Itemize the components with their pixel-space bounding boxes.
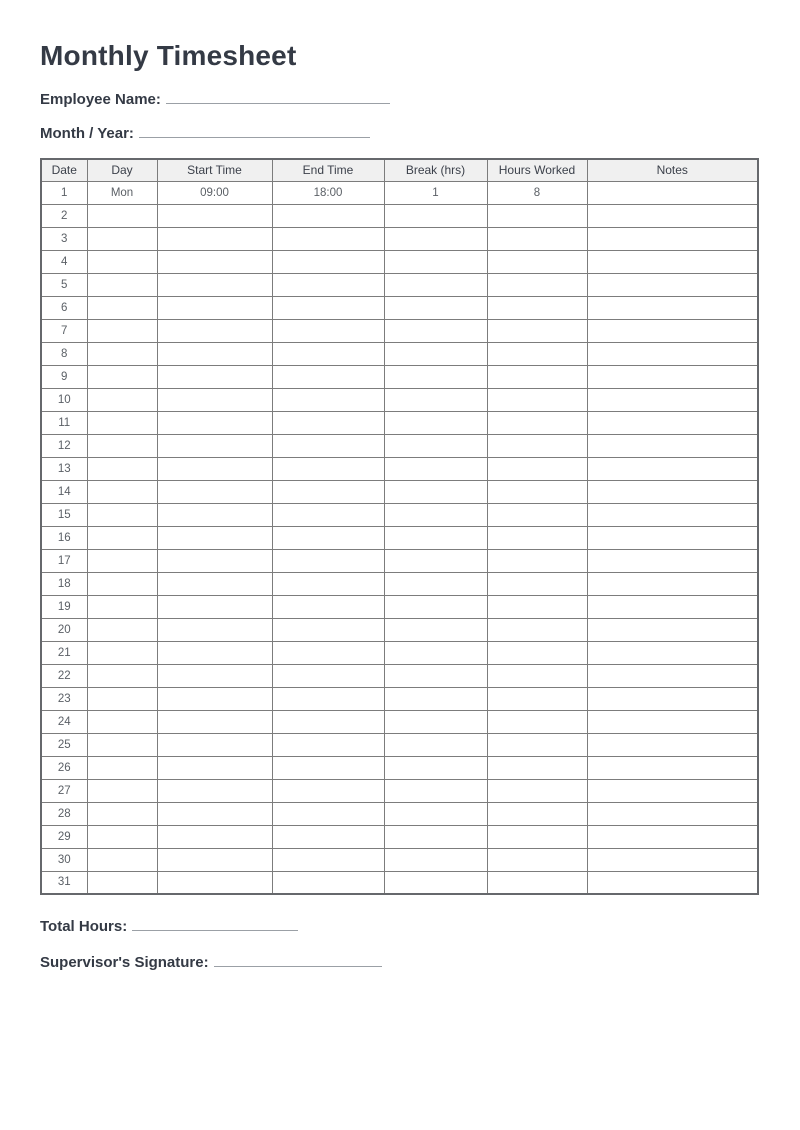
cell-day bbox=[87, 779, 157, 802]
timesheet-table-body bbox=[41, 181, 758, 894]
cell-notes bbox=[587, 733, 758, 756]
cell-end-time bbox=[272, 687, 384, 710]
cell-notes bbox=[587, 227, 758, 250]
cell-notes bbox=[587, 687, 758, 710]
cell-break-hrs bbox=[384, 687, 487, 710]
cell-day bbox=[87, 733, 157, 756]
cell-hours-worked bbox=[487, 618, 587, 641]
cell-day bbox=[87, 526, 157, 549]
cell-start-time bbox=[157, 503, 272, 526]
total-hours-label: Total Hours: bbox=[40, 918, 128, 935]
cell-start-time bbox=[157, 434, 272, 457]
cell-day bbox=[87, 411, 157, 434]
cell-date: 16 bbox=[41, 526, 87, 549]
cell-day bbox=[87, 549, 157, 572]
cell-break-hrs bbox=[384, 411, 487, 434]
cell-end-time bbox=[272, 480, 384, 503]
cell-start-time bbox=[157, 641, 272, 664]
cell-day bbox=[87, 296, 157, 319]
table-row bbox=[41, 572, 758, 595]
table-row bbox=[41, 319, 758, 342]
cell-date: 12 bbox=[41, 434, 87, 457]
cell-date: 24 bbox=[41, 710, 87, 733]
cell-notes bbox=[587, 526, 758, 549]
cell-start-time bbox=[157, 457, 272, 480]
cell-start-time bbox=[157, 526, 272, 549]
cell-end-time bbox=[272, 388, 384, 411]
cell-day: Mon bbox=[87, 181, 157, 204]
cell-break-hrs bbox=[384, 848, 487, 871]
cell-date: 21 bbox=[41, 641, 87, 664]
cell-hours-worked bbox=[487, 779, 587, 802]
cell-break-hrs bbox=[384, 296, 487, 319]
employee-name-line bbox=[166, 90, 390, 104]
table-row bbox=[41, 388, 758, 411]
cell-hours-worked bbox=[487, 388, 587, 411]
cell-notes bbox=[587, 664, 758, 687]
cell-notes bbox=[587, 802, 758, 825]
cell-notes bbox=[587, 641, 758, 664]
cell-date: 28 bbox=[41, 802, 87, 825]
cell-notes bbox=[587, 457, 758, 480]
column-header-date: Date bbox=[41, 159, 87, 181]
cell-break-hrs bbox=[384, 825, 487, 848]
cell-notes bbox=[587, 273, 758, 296]
cell-hours-worked bbox=[487, 503, 587, 526]
cell-hours-worked bbox=[487, 664, 587, 687]
cell-hours-worked bbox=[487, 227, 587, 250]
table-row bbox=[41, 618, 758, 641]
column-header-end-time: End Time bbox=[272, 159, 384, 181]
cell-day bbox=[87, 802, 157, 825]
cell-start-time bbox=[157, 572, 272, 595]
cell-start-time bbox=[157, 848, 272, 871]
cell-day bbox=[87, 825, 157, 848]
cell-break-hrs bbox=[384, 388, 487, 411]
cell-hours-worked bbox=[487, 871, 587, 894]
cell-end-time bbox=[272, 434, 384, 457]
cell-date: 18 bbox=[41, 572, 87, 595]
cell-hours-worked bbox=[487, 296, 587, 319]
cell-end-time bbox=[272, 710, 384, 733]
table-row bbox=[41, 434, 758, 457]
cell-break-hrs bbox=[384, 618, 487, 641]
cell-notes bbox=[587, 181, 758, 204]
cell-end-time bbox=[272, 411, 384, 434]
column-header-break-hrs: Break (hrs) bbox=[384, 159, 487, 181]
table-row bbox=[41, 733, 758, 756]
cell-date: 17 bbox=[41, 549, 87, 572]
cell-break-hrs bbox=[384, 342, 487, 365]
cell-start-time bbox=[157, 273, 272, 296]
cell-start-time bbox=[157, 204, 272, 227]
cell-notes bbox=[587, 710, 758, 733]
cell-start-time bbox=[157, 664, 272, 687]
table-row bbox=[41, 411, 758, 434]
cell-hours-worked bbox=[487, 687, 587, 710]
cell-hours-worked bbox=[487, 549, 587, 572]
column-header-notes: Notes bbox=[587, 159, 758, 181]
cell-day bbox=[87, 480, 157, 503]
timesheet-table bbox=[40, 158, 759, 895]
supervisor-signature-label: Supervisor's Signature: bbox=[40, 954, 209, 971]
supervisor-signature-line bbox=[214, 953, 382, 967]
cell-day bbox=[87, 572, 157, 595]
cell-start-time bbox=[157, 871, 272, 894]
table-row bbox=[41, 871, 758, 894]
cell-notes bbox=[587, 250, 758, 273]
cell-notes bbox=[587, 871, 758, 894]
cell-hours-worked bbox=[487, 595, 587, 618]
table-row bbox=[41, 296, 758, 319]
cell-start-time bbox=[157, 618, 272, 641]
table-row bbox=[41, 181, 758, 204]
cell-hours-worked bbox=[487, 204, 587, 227]
cell-start-time bbox=[157, 595, 272, 618]
cell-break-hrs bbox=[384, 664, 487, 687]
table-row bbox=[41, 480, 758, 503]
cell-date: 7 bbox=[41, 319, 87, 342]
cell-date: 14 bbox=[41, 480, 87, 503]
cell-break-hrs bbox=[384, 457, 487, 480]
table-row bbox=[41, 342, 758, 365]
table-row bbox=[41, 365, 758, 388]
cell-end-time bbox=[272, 526, 384, 549]
cell-day bbox=[87, 641, 157, 664]
cell-day bbox=[87, 365, 157, 388]
cell-start-time bbox=[157, 733, 272, 756]
table-row bbox=[41, 664, 758, 687]
cell-notes bbox=[587, 296, 758, 319]
cell-start-time bbox=[157, 710, 272, 733]
cell-day bbox=[87, 871, 157, 894]
month-year-line bbox=[139, 124, 370, 138]
cell-end-time bbox=[272, 457, 384, 480]
cell-hours-worked bbox=[487, 273, 587, 296]
cell-day bbox=[87, 342, 157, 365]
cell-end-time bbox=[272, 779, 384, 802]
cell-end-time bbox=[272, 618, 384, 641]
cell-day bbox=[87, 434, 157, 457]
cell-break-hrs bbox=[384, 641, 487, 664]
cell-end-time bbox=[272, 572, 384, 595]
cell-date: 9 bbox=[41, 365, 87, 388]
cell-hours-worked bbox=[487, 319, 587, 342]
table-row bbox=[41, 273, 758, 296]
table-row bbox=[41, 526, 758, 549]
cell-break-hrs bbox=[384, 572, 487, 595]
cell-day bbox=[87, 250, 157, 273]
cell-notes bbox=[587, 434, 758, 457]
cell-start-time bbox=[157, 825, 272, 848]
cell-start-time bbox=[157, 756, 272, 779]
cell-day bbox=[87, 710, 157, 733]
cell-end-time bbox=[272, 595, 384, 618]
cell-date: 6 bbox=[41, 296, 87, 319]
table-row bbox=[41, 227, 758, 250]
cell-break-hrs bbox=[384, 871, 487, 894]
cell-date: 23 bbox=[41, 687, 87, 710]
cell-start-time bbox=[157, 411, 272, 434]
cell-notes bbox=[587, 825, 758, 848]
cell-start-time bbox=[157, 687, 272, 710]
cell-break-hrs bbox=[384, 756, 487, 779]
total-hours-field bbox=[40, 917, 758, 937]
cell-date: 31 bbox=[41, 871, 87, 894]
cell-start-time bbox=[157, 227, 272, 250]
cell-date: 27 bbox=[41, 779, 87, 802]
cell-break-hrs bbox=[384, 365, 487, 388]
cell-end-time: 18:00 bbox=[272, 181, 384, 204]
cell-date: 26 bbox=[41, 756, 87, 779]
cell-hours-worked bbox=[487, 434, 587, 457]
cell-hours-worked bbox=[487, 733, 587, 756]
cell-end-time bbox=[272, 756, 384, 779]
cell-end-time bbox=[272, 802, 384, 825]
cell-break-hrs bbox=[384, 526, 487, 549]
cell-hours-worked: 8 bbox=[487, 181, 587, 204]
month-year-label: Month / Year: bbox=[40, 125, 134, 142]
cell-break-hrs bbox=[384, 710, 487, 733]
cell-start-time bbox=[157, 319, 272, 342]
cell-hours-worked bbox=[487, 457, 587, 480]
cell-date: 2 bbox=[41, 204, 87, 227]
cell-hours-worked bbox=[487, 480, 587, 503]
cell-hours-worked bbox=[487, 572, 587, 595]
table-row bbox=[41, 641, 758, 664]
table-row bbox=[41, 250, 758, 273]
cell-notes bbox=[587, 779, 758, 802]
cell-start-time bbox=[157, 388, 272, 411]
table-row bbox=[41, 779, 758, 802]
cell-notes bbox=[587, 503, 758, 526]
cell-day bbox=[87, 227, 157, 250]
table-row bbox=[41, 457, 758, 480]
cell-hours-worked bbox=[487, 526, 587, 549]
cell-day bbox=[87, 503, 157, 526]
cell-break-hrs bbox=[384, 595, 487, 618]
column-header-day: Day bbox=[87, 159, 157, 181]
cell-date: 10 bbox=[41, 388, 87, 411]
total-hours-line bbox=[132, 917, 298, 931]
cell-hours-worked bbox=[487, 802, 587, 825]
cell-hours-worked bbox=[487, 848, 587, 871]
cell-break-hrs bbox=[384, 204, 487, 227]
cell-end-time bbox=[272, 365, 384, 388]
cell-day bbox=[87, 319, 157, 342]
cell-end-time bbox=[272, 871, 384, 894]
table-row bbox=[41, 848, 758, 871]
cell-break-hrs bbox=[384, 549, 487, 572]
cell-end-time bbox=[272, 319, 384, 342]
cell-break-hrs bbox=[384, 503, 487, 526]
employee-name-field bbox=[40, 90, 758, 110]
cell-hours-worked bbox=[487, 710, 587, 733]
cell-break-hrs bbox=[384, 733, 487, 756]
cell-hours-worked bbox=[487, 641, 587, 664]
cell-date: 1 bbox=[41, 181, 87, 204]
cell-break-hrs bbox=[384, 250, 487, 273]
cell-notes bbox=[587, 365, 758, 388]
cell-end-time bbox=[272, 641, 384, 664]
header-row bbox=[41, 159, 758, 181]
cell-break-hrs bbox=[384, 802, 487, 825]
cell-day bbox=[87, 848, 157, 871]
cell-start-time bbox=[157, 342, 272, 365]
cell-notes bbox=[587, 618, 758, 641]
cell-day bbox=[87, 664, 157, 687]
cell-break-hrs bbox=[384, 319, 487, 342]
cell-start-time bbox=[157, 250, 272, 273]
cell-date: 11 bbox=[41, 411, 87, 434]
cell-notes bbox=[587, 411, 758, 434]
cell-day bbox=[87, 204, 157, 227]
cell-start-time bbox=[157, 365, 272, 388]
cell-end-time bbox=[272, 250, 384, 273]
cell-break-hrs bbox=[384, 480, 487, 503]
cell-date: 3 bbox=[41, 227, 87, 250]
cell-end-time bbox=[272, 733, 384, 756]
cell-break-hrs bbox=[384, 434, 487, 457]
cell-day bbox=[87, 687, 157, 710]
cell-end-time bbox=[272, 342, 384, 365]
cell-hours-worked bbox=[487, 756, 587, 779]
cell-start-time bbox=[157, 802, 272, 825]
cell-break-hrs: 1 bbox=[384, 181, 487, 204]
table-row bbox=[41, 802, 758, 825]
cell-date: 25 bbox=[41, 733, 87, 756]
table-row bbox=[41, 756, 758, 779]
cell-notes bbox=[587, 342, 758, 365]
cell-hours-worked bbox=[487, 342, 587, 365]
table-row bbox=[41, 204, 758, 227]
cell-day bbox=[87, 618, 157, 641]
cell-break-hrs bbox=[384, 273, 487, 296]
cell-hours-worked bbox=[487, 411, 587, 434]
cell-end-time bbox=[272, 227, 384, 250]
supervisor-signature-field bbox=[40, 953, 758, 973]
cell-date: 8 bbox=[41, 342, 87, 365]
cell-start-time bbox=[157, 296, 272, 319]
table-row bbox=[41, 503, 758, 526]
column-header-start-time: Start Time bbox=[157, 159, 272, 181]
cell-date: 22 bbox=[41, 664, 87, 687]
cell-date: 13 bbox=[41, 457, 87, 480]
cell-end-time bbox=[272, 664, 384, 687]
cell-start-time bbox=[157, 779, 272, 802]
cell-date: 15 bbox=[41, 503, 87, 526]
cell-start-time bbox=[157, 549, 272, 572]
cell-notes bbox=[587, 319, 758, 342]
cell-date: 5 bbox=[41, 273, 87, 296]
cell-start-time: 09:00 bbox=[157, 181, 272, 204]
column-header-hours-worked: Hours Worked bbox=[487, 159, 587, 181]
cell-day bbox=[87, 595, 157, 618]
cell-day bbox=[87, 388, 157, 411]
cell-end-time bbox=[272, 503, 384, 526]
cell-date: 19 bbox=[41, 595, 87, 618]
cell-end-time bbox=[272, 549, 384, 572]
cell-notes bbox=[587, 595, 758, 618]
cell-hours-worked bbox=[487, 365, 587, 388]
cell-notes bbox=[587, 480, 758, 503]
table-row bbox=[41, 595, 758, 618]
cell-date: 30 bbox=[41, 848, 87, 871]
cell-end-time bbox=[272, 273, 384, 296]
cell-day bbox=[87, 756, 157, 779]
cell-notes bbox=[587, 572, 758, 595]
cell-date: 29 bbox=[41, 825, 87, 848]
cell-end-time bbox=[272, 825, 384, 848]
cell-hours-worked bbox=[487, 250, 587, 273]
cell-day bbox=[87, 457, 157, 480]
cell-break-hrs bbox=[384, 779, 487, 802]
cell-end-time bbox=[272, 848, 384, 871]
table-row bbox=[41, 549, 758, 572]
cell-date: 20 bbox=[41, 618, 87, 641]
employee-name-label: Employee Name: bbox=[40, 91, 161, 108]
cell-notes bbox=[587, 848, 758, 871]
table-row bbox=[41, 687, 758, 710]
table-row bbox=[41, 825, 758, 848]
month-year-field bbox=[40, 124, 758, 144]
cell-date: 4 bbox=[41, 250, 87, 273]
cell-notes bbox=[587, 756, 758, 779]
table-row bbox=[41, 710, 758, 733]
cell-notes bbox=[587, 549, 758, 572]
cell-day bbox=[87, 273, 157, 296]
cell-start-time bbox=[157, 480, 272, 503]
cell-end-time bbox=[272, 204, 384, 227]
cell-end-time bbox=[272, 296, 384, 319]
cell-notes bbox=[587, 204, 758, 227]
footer-fields bbox=[40, 917, 758, 973]
cell-break-hrs bbox=[384, 227, 487, 250]
cell-notes bbox=[587, 388, 758, 411]
page-title: Monthly Timesheet bbox=[40, 40, 297, 71]
cell-hours-worked bbox=[487, 825, 587, 848]
